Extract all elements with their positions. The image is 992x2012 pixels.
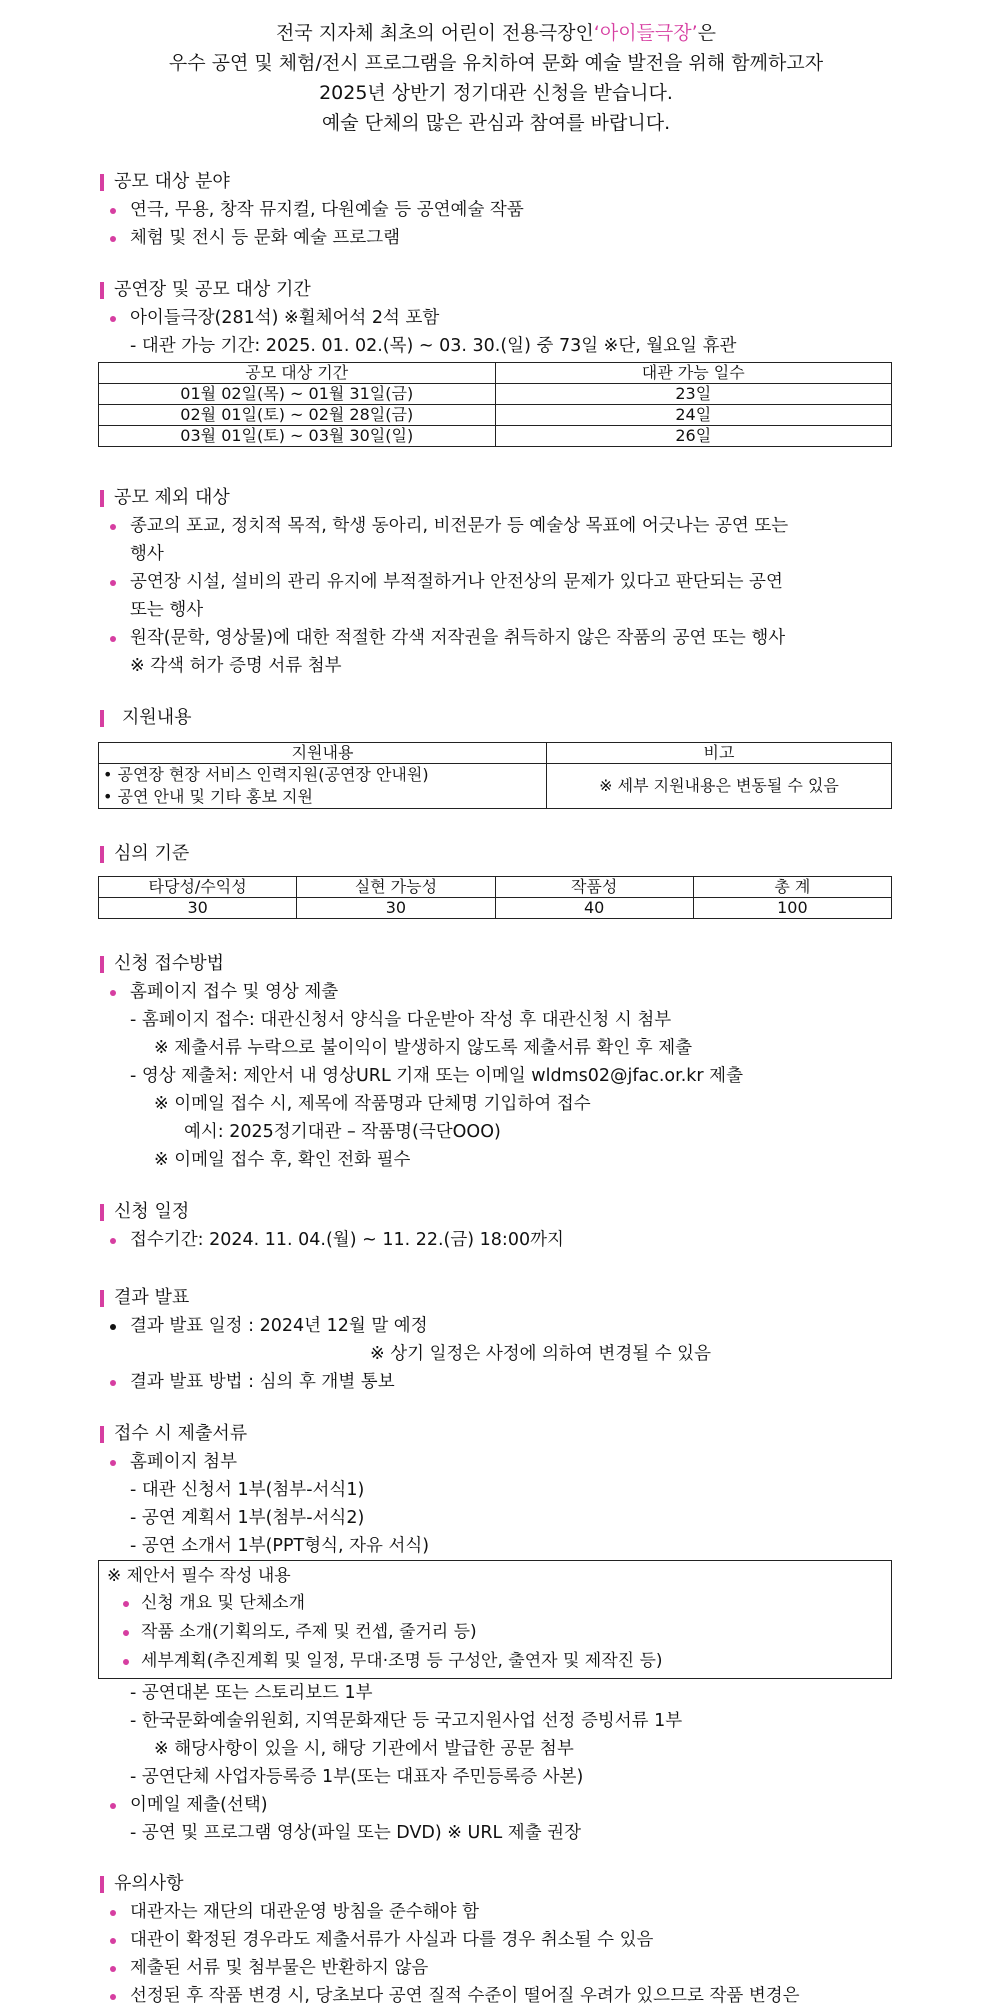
- section-support: [98, 704, 898, 809]
- sub-item: - 공연 소개서 1부(PPT형식, 자유 서식): [130, 1536, 430, 1556]
- list-item: 공연장 시설, 설비의 관리 유지에 부적절하거나 안전상의 문제가 있다고 판단되는 공연: [98, 568, 898, 596]
- intro-line-3: 2025년 상반기 정기대관 신청을 받습니다.: [319, 82, 673, 104]
- section-fields: [98, 168, 898, 252]
- list-item: 홈페이지 첨부: [98, 1448, 898, 1476]
- section-result: [98, 1284, 898, 1396]
- section-heading: 유의사항: [98, 1870, 898, 1898]
- bullet-icon: [110, 236, 116, 242]
- heading-bar-icon: [100, 846, 104, 863]
- bullet-icon: [123, 1601, 129, 1607]
- sub-item: - 홈페이지 접수: 대관신청서 양식을 다운받아 작성 후 대관신청 시 첨부: [130, 1010, 672, 1030]
- table-header-row: [99, 743, 892, 764]
- heading-bar-icon: [100, 1426, 104, 1443]
- sub-item: - 공연단체 사업자등록증 1부(또는 대표자 주민등록증 사본): [130, 1767, 584, 1787]
- list-item-continuation: 행사: [130, 544, 164, 564]
- list-item: 작품 소개(기획의도, 주제 및 컨셉, 줄거리 등): [99, 1618, 891, 1647]
- sub-item: - 공연 및 프로그램 영상(파일 또는 DVD) ※ URL 제출 권장: [130, 1823, 581, 1843]
- section-heading: 공모 제외 대상: [98, 484, 898, 512]
- heading-bar-icon: [100, 1204, 104, 1221]
- table-header: 대관 가능 일수: [495, 363, 892, 384]
- sub-note: ※ 이메일 접수 후, 확인 전화 필수: [154, 1150, 411, 1170]
- bullet-icon: [110, 1803, 116, 1809]
- sub-note: ※ 제출서류 누락으로 불이익이 발생하지 않도록 제출서류 확인 후 제출: [154, 1038, 693, 1058]
- list-item: 선정된 후 작품 변경 시, 당초보다 공연 질적 수준이 떨어질 우려가 있으므로 작품 변경은: [98, 1982, 898, 2010]
- list-item-note: ※ 각색 허가 증명 서류 첨부: [130, 656, 342, 676]
- table-cell: 26일: [495, 426, 892, 447]
- section-documents: [98, 1420, 898, 1847]
- bullet-icon: [110, 1910, 116, 1916]
- table-header: 타당성/수익성: [99, 877, 297, 898]
- sub-item: - 한국문화예술위원회, 지역문화재단 등 국고지원사업 선정 증빙서류 1부: [130, 1711, 683, 1731]
- heading-bar-icon: [100, 282, 104, 299]
- bullet-icon: [110, 580, 116, 586]
- intro-line-2: 우수 공연 및 체험/전시 프로그램을 유치하여 문화 예술 발전을 위해 함께하고자: [168, 52, 824, 74]
- table-header: 총 계: [693, 877, 891, 898]
- table-row: [99, 426, 892, 447]
- table-cell: 23일: [495, 384, 892, 405]
- intro-line-1: 전국 지자체 최초의 어린이 전용극장인‘아이들극장’은: [275, 22, 717, 44]
- schedule-note: ※ 상기 일정은 사정에 의하여 변경될 수 있음: [370, 1344, 711, 1364]
- list-item: 신청 개요 및 단체소개: [99, 1589, 891, 1618]
- list-item: 대관자는 재단의 대관운영 방침을 준수해야 함: [98, 1898, 898, 1926]
- sub-item: - 공연 계획서 1부(첨부-서식2): [130, 1508, 365, 1528]
- section-venue: [98, 276, 898, 447]
- section-heading: 신청 일정: [98, 1198, 898, 1226]
- table-cell: 03월 01일(토) ~ 03월 30일(일): [99, 426, 496, 447]
- table-cell: 30: [99, 898, 297, 919]
- list-item: 제출된 서류 및 첨부물은 반환하지 않음: [98, 1954, 898, 1982]
- box-header: ※ 제안서 필수 작성 내용: [107, 1566, 291, 1586]
- sub-item: - 공연대본 또는 스토리보드 1부: [130, 1683, 373, 1703]
- section-heading: 지원내용: [98, 704, 898, 732]
- list-item: 접수기간: 2024. 11. 04.(월) ~ 11. 22.(금) 18:00까지: [98, 1226, 898, 1254]
- table-cell: 30: [297, 898, 495, 919]
- bullet-icon: [110, 1966, 116, 1972]
- list-item: 이메일 제출(선택): [98, 1791, 898, 1819]
- list-item: 결과 발표 일정 : 2024년 12월 말 예정: [98, 1312, 898, 1340]
- bullet-icon: [110, 1994, 116, 2000]
- table-header: 비고: [547, 743, 892, 764]
- period-table: [98, 362, 892, 447]
- intro-line-4: 예술 단체의 많은 관심과 참여를 바랍니다.: [321, 112, 671, 134]
- table-row: [99, 384, 892, 405]
- criteria-table: [98, 876, 892, 919]
- table-cell: ※ 세부 지원내용은 변동될 수 있음: [547, 764, 892, 809]
- section-criteria: [98, 840, 898, 919]
- table-header-row: [99, 877, 892, 898]
- table-header: 공모 대상 기간: [99, 363, 496, 384]
- heading-bar-icon: [100, 490, 104, 507]
- table-header-row: [99, 363, 892, 384]
- list-item: 종교의 포교, 정치적 목적, 학생 동아리, 비전문가 등 예술상 목표에 어긋나는 공연 또는: [98, 512, 898, 540]
- table-cell: 40: [495, 898, 693, 919]
- sub-item: - 영상 제출처: 제안서 내 영상URL 기재 또는 이메일 wldms02@jfac.or.kr 제출: [130, 1066, 743, 1086]
- section-schedule: [98, 1198, 898, 1254]
- bullet-icon: [110, 316, 116, 322]
- list-item: 체험 및 전시 등 문화 예술 프로그램: [98, 224, 898, 252]
- theater-name-highlight: ‘아이들극장’: [593, 22, 698, 44]
- support-table: [98, 742, 892, 809]
- table-cell: 01월 02일(목) ~ 01월 31일(금): [99, 384, 496, 405]
- section-heading: 신청 접수방법: [98, 950, 898, 978]
- list-item: 홈페이지 접수 및 영상 제출: [98, 978, 898, 1006]
- intro-block: [0, 18, 992, 138]
- sub-item: - 대관 신청서 1부(첨부-서식1): [130, 1480, 365, 1500]
- section-heading: 공연장 및 공모 대상 기간: [98, 276, 898, 304]
- table-row: [99, 764, 892, 809]
- bullet-icon: [110, 990, 116, 996]
- bullet-icon: [110, 1380, 116, 1386]
- section-heading: 결과 발표: [98, 1284, 898, 1312]
- section-exclusions: [98, 484, 898, 680]
- bullet-icon: [110, 636, 116, 642]
- bullet-icon: [110, 1324, 116, 1330]
- table-header: 작품성: [495, 877, 693, 898]
- table-header: 지원내용: [99, 743, 547, 764]
- section-apply: [98, 950, 898, 1174]
- heading-bar-icon: [100, 710, 104, 727]
- bullet-icon: [123, 1630, 129, 1636]
- bullet-icon: [110, 1460, 116, 1466]
- table-cell: 24일: [495, 405, 892, 426]
- section-heading: 공모 대상 분야: [98, 168, 898, 196]
- proposal-requirements-box: [98, 1560, 892, 1679]
- section-heading: 접수 시 제출서류: [98, 1420, 898, 1448]
- list-item: 원작(문학, 영상물)에 대한 적절한 각색 저작권을 취득하지 않은 작품의 공연 또는 행사: [98, 624, 898, 652]
- list-item-continuation: 또는 행사: [130, 600, 204, 620]
- section-notes: [98, 1870, 898, 2010]
- example-text: 예시: 2025정기대관 – 작품명(극단OOO): [184, 1122, 501, 1142]
- list-item: 아이들극장(281석) ※휠체어석 2석 포함: [98, 304, 898, 332]
- list-item: 연극, 무용, 창작 뮤지컬, 다원예술 등 공연예술 작품: [98, 196, 898, 224]
- bullet-icon: [110, 1238, 116, 1244]
- sub-note: ※ 이메일 접수 시, 제목에 작품명과 단체명 기입하여 접수: [154, 1094, 591, 1114]
- list-item: 대관이 확정된 경우라도 제출서류가 사실과 다를 경우 취소될 수 있음: [98, 1926, 898, 1954]
- bullet-icon: [123, 1659, 129, 1665]
- heading-bar-icon: [100, 174, 104, 191]
- table-header: 실현 가능성: [297, 877, 495, 898]
- list-item: 세부계획(추진계획 및 일정, 무대·조명 등 구성안, 출연자 및 제작진 등): [99, 1647, 891, 1676]
- table-cell: • 공연장 현장 서비스 인력지원(공연장 안내원) • 공연 안내 및 기타 홍보 지원: [99, 764, 547, 809]
- heading-bar-icon: [100, 1876, 104, 1893]
- table-cell: 100: [693, 898, 891, 919]
- list-item: 결과 발표 방법 : 심의 후 개별 통보: [98, 1368, 898, 1396]
- table-cell: 02월 01일(토) ~ 02월 28일(금): [99, 405, 496, 426]
- table-row: [99, 898, 892, 919]
- sub-note: ※ 해당사항이 있을 시, 해당 기관에서 발급한 공문 첨부: [154, 1739, 574, 1759]
- table-row: [99, 405, 892, 426]
- heading-bar-icon: [100, 956, 104, 973]
- bullet-icon: [110, 524, 116, 530]
- bullet-icon: [110, 208, 116, 214]
- sub-item: - 대관 가능 기간: 2025. 01. 02.(목) ~ 03. 30.(일) 중 73일 ※단, 월요일 휴관: [130, 336, 737, 356]
- bullet-icon: [110, 1938, 116, 1944]
- heading-bar-icon: [100, 1290, 104, 1307]
- section-heading: 심의 기준: [98, 840, 898, 868]
